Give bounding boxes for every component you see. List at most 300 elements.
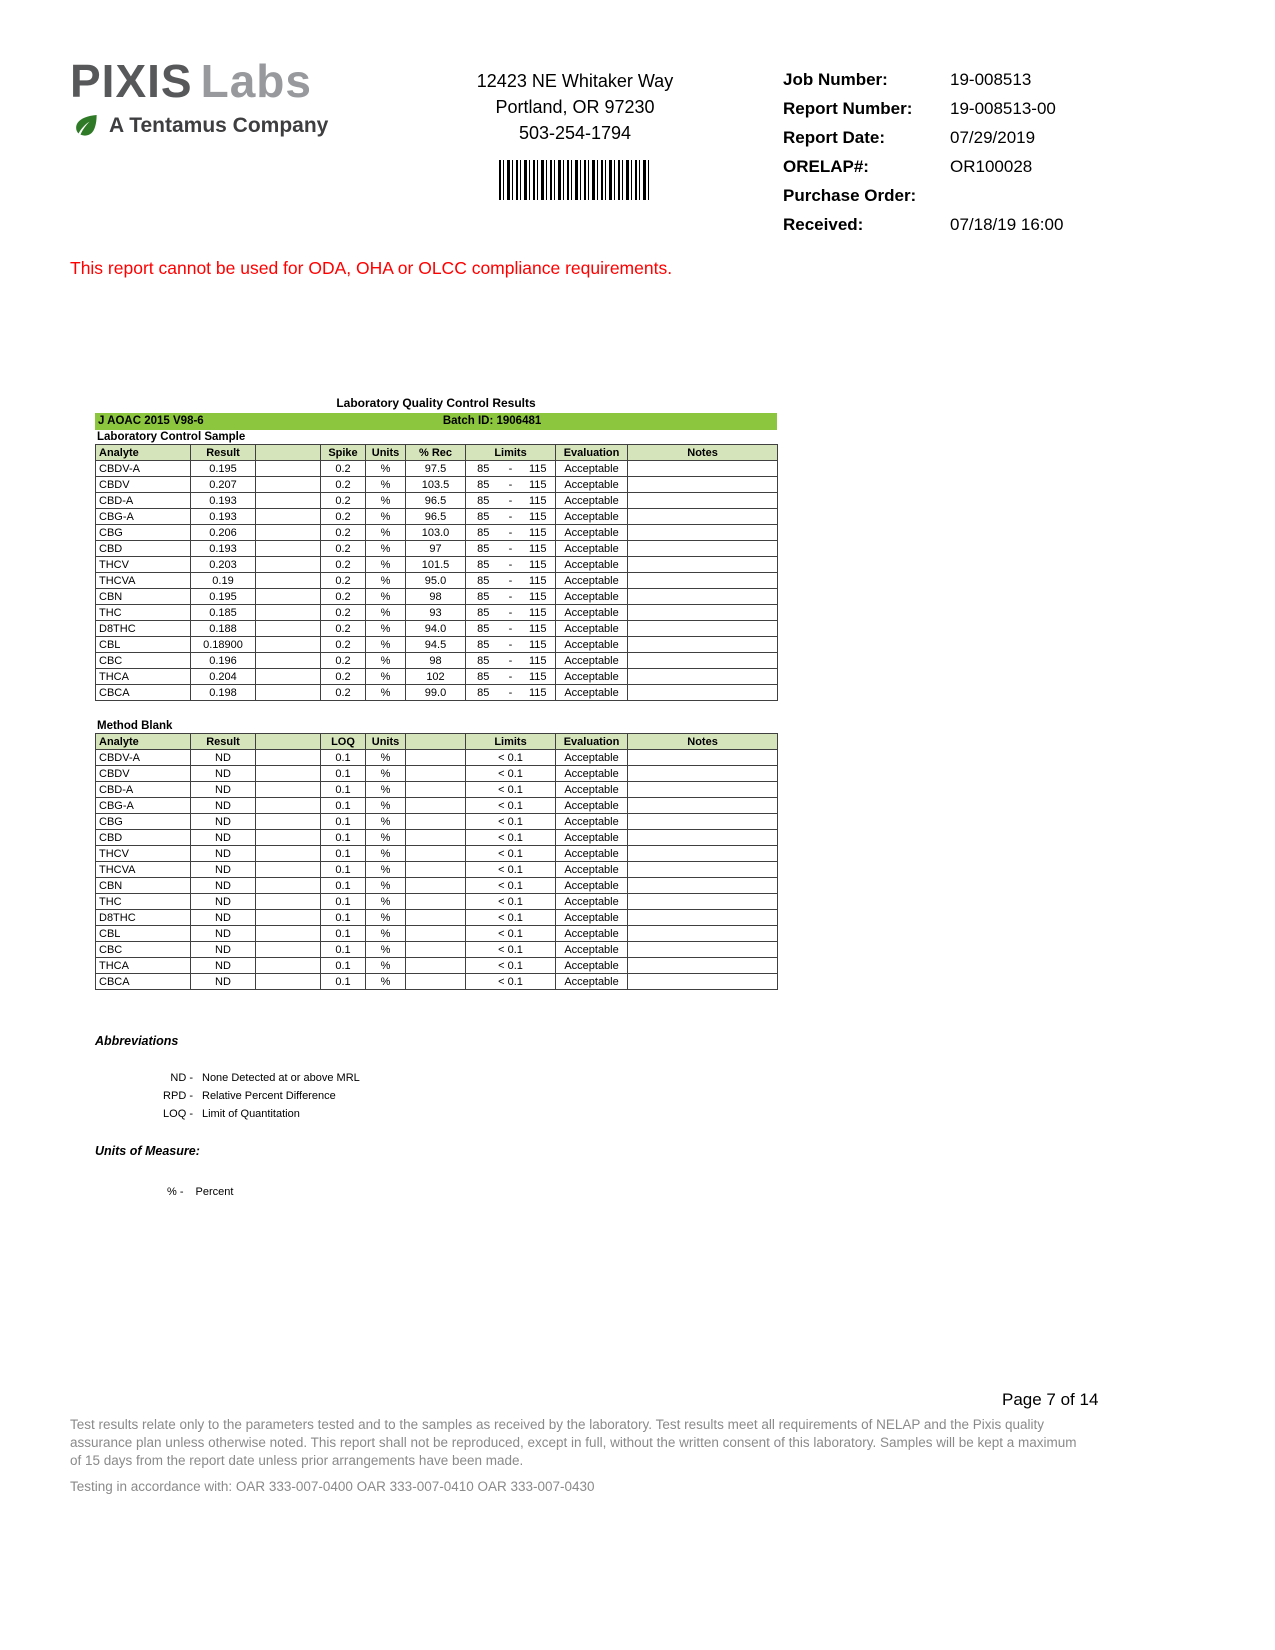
cell-spike: 0.2 [321,493,366,509]
cell-evaluation: Acceptable [556,541,628,557]
cell-limit-dash: - [501,605,521,621]
cell-limit-high: 115 [521,637,556,653]
cell-evaluation: Acceptable [556,862,628,878]
cell-spike: 0.2 [321,653,366,669]
abbreviations-list [95,1072,777,1120]
cell-result: 0.193 [191,541,256,557]
cell-limit-low: 85 [466,621,501,637]
job-info-row [783,186,1213,206]
lcs-row [96,621,778,637]
cell-analyte: THC [96,605,191,621]
cell-analyte: CBD [96,830,191,846]
cell-result: ND [191,766,256,782]
cell-limit: < 0.1 [466,846,556,862]
cell-limit-dash: - [501,477,521,493]
cell-blank [256,605,321,621]
cell-limit-dash: - [501,621,521,637]
lcs-row [96,637,778,653]
cell-rec: 97.5 [406,461,466,477]
cell-notes [628,509,778,525]
cell-evaluation: Acceptable [556,910,628,926]
cell-blank [256,685,321,701]
cell-rec-blank [406,766,466,782]
cell-spike: 0.2 [321,461,366,477]
cell-units: % [366,910,406,926]
col-header-blank2 [406,734,466,750]
mb-row [96,798,778,814]
cell-units: % [366,830,406,846]
cell-limit-low: 85 [466,493,501,509]
cell-limit: < 0.1 [466,894,556,910]
abbreviation-key: LOQ - [163,1108,193,1120]
lab-address [430,68,720,200]
cell-evaluation: Acceptable [556,926,628,942]
cell-rec-blank [406,974,466,990]
cell-analyte: CBN [96,589,191,605]
col-header-evaluation: Evaluation [556,445,628,461]
cell-notes [628,846,778,862]
cell-spike: 0.2 [321,573,366,589]
cell-units: % [366,862,406,878]
cell-notes [628,878,778,894]
cell-evaluation: Acceptable [556,461,628,477]
cell-limit: < 0.1 [466,798,556,814]
lcs-row [96,493,778,509]
cell-notes [628,477,778,493]
mb-row [96,830,778,846]
cell-rec: 97 [406,541,466,557]
cell-result: 0.195 [191,589,256,605]
cell-analyte: CBL [96,637,191,653]
cell-loq: 0.1 [321,830,366,846]
cell-blank [256,894,321,910]
cell-limit-low: 85 [466,509,501,525]
cell-analyte: CBD [96,541,191,557]
cell-units: % [366,926,406,942]
cell-notes [628,493,778,509]
cell-notes [628,557,778,573]
leaf-icon [70,111,102,141]
unit-item [167,1186,777,1198]
cell-analyte: CBG [96,525,191,541]
cell-loq: 0.1 [321,798,366,814]
cell-units: % [366,798,406,814]
cell-notes [628,766,778,782]
lcs-heading: Laboratory Control Sample [97,431,246,443]
cell-loq: 0.1 [321,958,366,974]
mb-row [96,766,778,782]
cell-result: 0.198 [191,685,256,701]
cell-limit: < 0.1 [466,814,556,830]
abbreviation-item [157,1108,777,1120]
abbreviation-item [157,1072,777,1084]
cell-limit-low: 85 [466,637,501,653]
cell-limit: < 0.1 [466,862,556,878]
cell-notes [628,589,778,605]
cell-result: 0.193 [191,493,256,509]
cell-blank [256,525,321,541]
cell-units: % [366,782,406,798]
cell-result: 0.203 [191,557,256,573]
mb-row [96,974,778,990]
cell-limit-dash: - [501,669,521,685]
cell-evaluation: Acceptable [556,958,628,974]
cell-evaluation: Acceptable [556,477,628,493]
cell-spike: 0.2 [321,685,366,701]
cell-result: 0.19 [191,573,256,589]
cell-blank [256,814,321,830]
unit-key: % - [167,1186,184,1198]
cell-notes [628,782,778,798]
cell-result: ND [191,910,256,926]
cell-limit-high: 115 [521,557,556,573]
cell-evaluation: Acceptable [556,766,628,782]
cell-limit-dash: - [501,589,521,605]
cell-loq: 0.1 [321,974,366,990]
cell-loq: 0.1 [321,926,366,942]
cell-units: % [366,958,406,974]
barcode [499,160,651,200]
cell-rec: 94.5 [406,637,466,653]
mb-row [96,958,778,974]
cell-evaluation: Acceptable [556,669,628,685]
qc-results-section [95,396,777,1198]
cell-evaluation: Acceptable [556,814,628,830]
cell-result: ND [191,974,256,990]
cell-units: % [366,493,406,509]
cell-result: 0.204 [191,669,256,685]
job-info-row [783,70,1213,90]
cell-result: 0.195 [191,461,256,477]
job-info-label: Received: [783,215,864,234]
cell-units: % [366,525,406,541]
units-of-measure-list [95,1186,777,1198]
mb-table [95,733,778,990]
col-header-evaluation: Evaluation [556,734,628,750]
lcs-row [96,573,778,589]
cell-evaluation: Acceptable [556,942,628,958]
job-info-label: Report Date: [783,128,886,147]
cell-evaluation: Acceptable [556,830,628,846]
cell-limit-low: 85 [466,685,501,701]
cell-notes [628,461,778,477]
lcs-row [96,509,778,525]
cell-blank [256,653,321,669]
cell-analyte: THCVA [96,573,191,589]
cell-notes [628,669,778,685]
cell-rec-blank [406,894,466,910]
cell-blank [256,669,321,685]
cell-limit-dash: - [501,509,521,525]
job-info-value: OR100028 [950,157,1033,176]
cell-analyte: D8THC [96,910,191,926]
cell-rec: 103.5 [406,477,466,493]
cell-blank [256,782,321,798]
cell-blank [256,750,321,766]
logo-tagline: A Tentamus Company [109,114,329,137]
mb-row [96,910,778,926]
cell-blank [256,766,321,782]
address-line-2: Portland, OR 97230 [495,97,655,118]
cell-rec-blank [406,926,466,942]
cell-result: ND [191,750,256,766]
cell-analyte: THCV [96,846,191,862]
pixis-logo [70,55,329,141]
cell-result: ND [191,830,256,846]
cell-rec-blank [406,910,466,926]
cell-blank [256,862,321,878]
cell-analyte: CBC [96,942,191,958]
cell-limit-dash: - [501,541,521,557]
cell-limit-high: 115 [521,621,556,637]
cell-evaluation: Acceptable [556,798,628,814]
col-header-rec: % Rec [406,445,466,461]
cell-evaluation: Acceptable [556,846,628,862]
logo-wordmark [70,55,328,107]
qc-title: Laboratory Quality Control Results [336,396,536,410]
lcs-row [96,541,778,557]
mb-header-row [96,734,778,750]
cell-limit-low: 85 [466,589,501,605]
job-info-row [783,99,1213,119]
cell-rec-blank [406,958,466,974]
job-info-value: 07/18/19 16:00 [950,215,1064,234]
job-info [783,70,1213,244]
col-header-blank [256,734,321,750]
cell-limit-high: 115 [521,685,556,701]
cell-rec-blank [406,782,466,798]
cell-blank [256,830,321,846]
cell-result: ND [191,862,256,878]
abbreviation-key: RPD - [163,1090,193,1102]
cell-result: 0.185 [191,605,256,621]
cell-spike: 0.2 [321,541,366,557]
cell-analyte: CBDV [96,766,191,782]
job-info-value: 07/29/2019 [950,128,1036,147]
col-header-units: Units [366,445,406,461]
cell-result: ND [191,846,256,862]
col-header-spike: Spike [321,445,366,461]
cell-analyte: CBG [96,814,191,830]
cell-limit-high: 115 [521,541,556,557]
cell-rec: 96.5 [406,493,466,509]
job-info-label: Job Number: [783,70,888,89]
cell-spike: 0.2 [321,621,366,637]
cell-limit-high: 115 [521,509,556,525]
col-header-blank [256,445,321,461]
cell-result: ND [191,798,256,814]
cell-limit-low: 85 [466,669,501,685]
cell-notes [628,541,778,557]
cell-evaluation: Acceptable [556,782,628,798]
cell-evaluation: Acceptable [556,525,628,541]
cell-notes [628,621,778,637]
cell-units: % [366,589,406,605]
cell-analyte: CBC [96,653,191,669]
cell-blank [256,621,321,637]
cell-notes [628,653,778,669]
cell-blank [256,461,321,477]
job-info-row [783,215,1213,235]
cell-limit-low: 85 [466,461,501,477]
cell-blank [256,557,321,573]
cell-blank [256,846,321,862]
cell-result: 0.196 [191,653,256,669]
footer-disclaimer: Test results relate only to the parameters tested and to the samples as received by the laboratory. Test results meet all requirements of NELAP and the Pixis quality assurance plan unless otherwise noted. This report shall not be reproduced, except in full, without the written consent of this laboratory. Samples will be kept a maximum of 15 days from the report date unless prior arrangements have been made. [70,1417,1077,1468]
abbreviation-item [157,1090,777,1102]
col-header-notes: Notes [628,445,778,461]
cell-limit-low: 85 [466,573,501,589]
cell-evaluation: Acceptable [556,621,628,637]
cell-rec-blank [406,942,466,958]
col-header-result: Result [191,445,256,461]
job-info-label: ORELAP#: [783,157,869,176]
job-info-label: Report Number: [783,99,913,118]
cell-limit: < 0.1 [466,942,556,958]
mb-heading: Method Blank [97,720,173,732]
cell-units: % [366,685,406,701]
cell-limit: < 0.1 [466,958,556,974]
cell-blank [256,493,321,509]
mb-row [96,894,778,910]
cell-analyte: CBDV [96,477,191,493]
cell-rec-blank [406,750,466,766]
cell-spike: 0.2 [321,605,366,621]
cell-rec: 98 [406,653,466,669]
cell-notes [628,525,778,541]
lcs-row [96,669,778,685]
cell-result: ND [191,814,256,830]
batch-id: Batch ID: 1906481 [442,415,542,427]
cell-notes [628,573,778,589]
cell-evaluation: Acceptable [556,557,628,573]
lcs-row [96,525,778,541]
cell-limit-dash: - [501,685,521,701]
address-line-3: 503-254-1794 [518,123,632,144]
job-info-value: 19-008513-00 [950,99,1056,118]
cell-loq: 0.1 [321,846,366,862]
cell-analyte: D8THC [96,621,191,637]
cell-result: 0.207 [191,477,256,493]
lcs-row [96,605,778,621]
cell-loq: 0.1 [321,814,366,830]
cell-limit-high: 115 [521,525,556,541]
cell-analyte: CBDV-A [96,461,191,477]
cell-blank [256,942,321,958]
cell-loq: 0.1 [321,766,366,782]
cell-blank [256,974,321,990]
cell-evaluation: Acceptable [556,685,628,701]
cell-limit: < 0.1 [466,830,556,846]
cell-spike: 0.2 [321,509,366,525]
cell-limit: < 0.1 [466,878,556,894]
cell-limit: < 0.1 [466,926,556,942]
cell-rec: 93 [406,605,466,621]
cell-analyte: CBN [96,878,191,894]
abbreviation-text: Limit of Quantitation [202,1108,300,1120]
cell-analyte: CBD-A [96,782,191,798]
mb-row [96,814,778,830]
cell-limit-high: 115 [521,589,556,605]
cell-limit-dash: - [501,493,521,509]
cell-analyte: THCA [96,958,191,974]
cell-limit-high: 115 [521,477,556,493]
cell-limit-low: 85 [466,477,501,493]
col-header-notes: Notes [628,734,778,750]
abbreviation-text: Relative Percent Difference [202,1090,336,1102]
mb-row [96,782,778,798]
cell-rec: 94.0 [406,621,466,637]
cell-units: % [366,541,406,557]
cell-notes [628,942,778,958]
cell-units: % [366,814,406,830]
cell-notes [628,814,778,830]
cell-analyte: CBCA [96,685,191,701]
cell-result: ND [191,878,256,894]
cell-rec-blank [406,830,466,846]
cell-notes [628,685,778,701]
cell-result: 0.193 [191,509,256,525]
address-line-1: 12423 NE Whitaker Way [476,71,674,91]
cell-limit-dash: - [501,461,521,477]
cell-blank [256,477,321,493]
cell-limit-high: 115 [521,493,556,509]
units-of-measure-title: Units of Measure: [95,1144,200,1158]
cell-analyte: CBD-A [96,493,191,509]
col-header-analyte: Analyte [96,734,191,750]
cell-spike: 0.2 [321,525,366,541]
col-header-limits: Limits [466,445,556,461]
cell-limit-dash: - [501,525,521,541]
lcs-row [96,653,778,669]
cell-result: ND [191,894,256,910]
cell-limit-high: 115 [521,461,556,477]
cell-notes [628,605,778,621]
mb-row [96,846,778,862]
cell-loq: 0.1 [321,750,366,766]
cell-units: % [366,669,406,685]
cell-rec-blank [406,814,466,830]
job-info-label: Purchase Order: [783,186,917,205]
cell-blank [256,573,321,589]
unit-text: Percent [195,1186,234,1198]
cell-loq: 0.1 [321,782,366,798]
cell-limit-high: 115 [521,669,556,685]
mb-row [96,942,778,958]
cell-result: ND [191,926,256,942]
cell-result: 0.206 [191,525,256,541]
cell-loq: 0.1 [321,910,366,926]
cell-analyte: CBG-A [96,509,191,525]
cell-notes [628,974,778,990]
footer-accordance: Testing in accordance with: OAR 333-007-0400 OAR 333-007-0410 OAR 333-007-0430 [70,1479,595,1494]
cell-notes [628,862,778,878]
cell-loq: 0.1 [321,878,366,894]
cell-limit-low: 85 [466,525,501,541]
cell-result: ND [191,958,256,974]
cell-units: % [366,557,406,573]
cell-analyte: THCA [96,669,191,685]
cell-limit-low: 85 [466,541,501,557]
mb-row [96,862,778,878]
cell-notes [628,910,778,926]
cell-units: % [366,846,406,862]
cell-spike: 0.2 [321,477,366,493]
cell-evaluation: Acceptable [556,637,628,653]
cell-rec: 98 [406,589,466,605]
cell-notes [628,798,778,814]
cell-limit: < 0.1 [466,750,556,766]
